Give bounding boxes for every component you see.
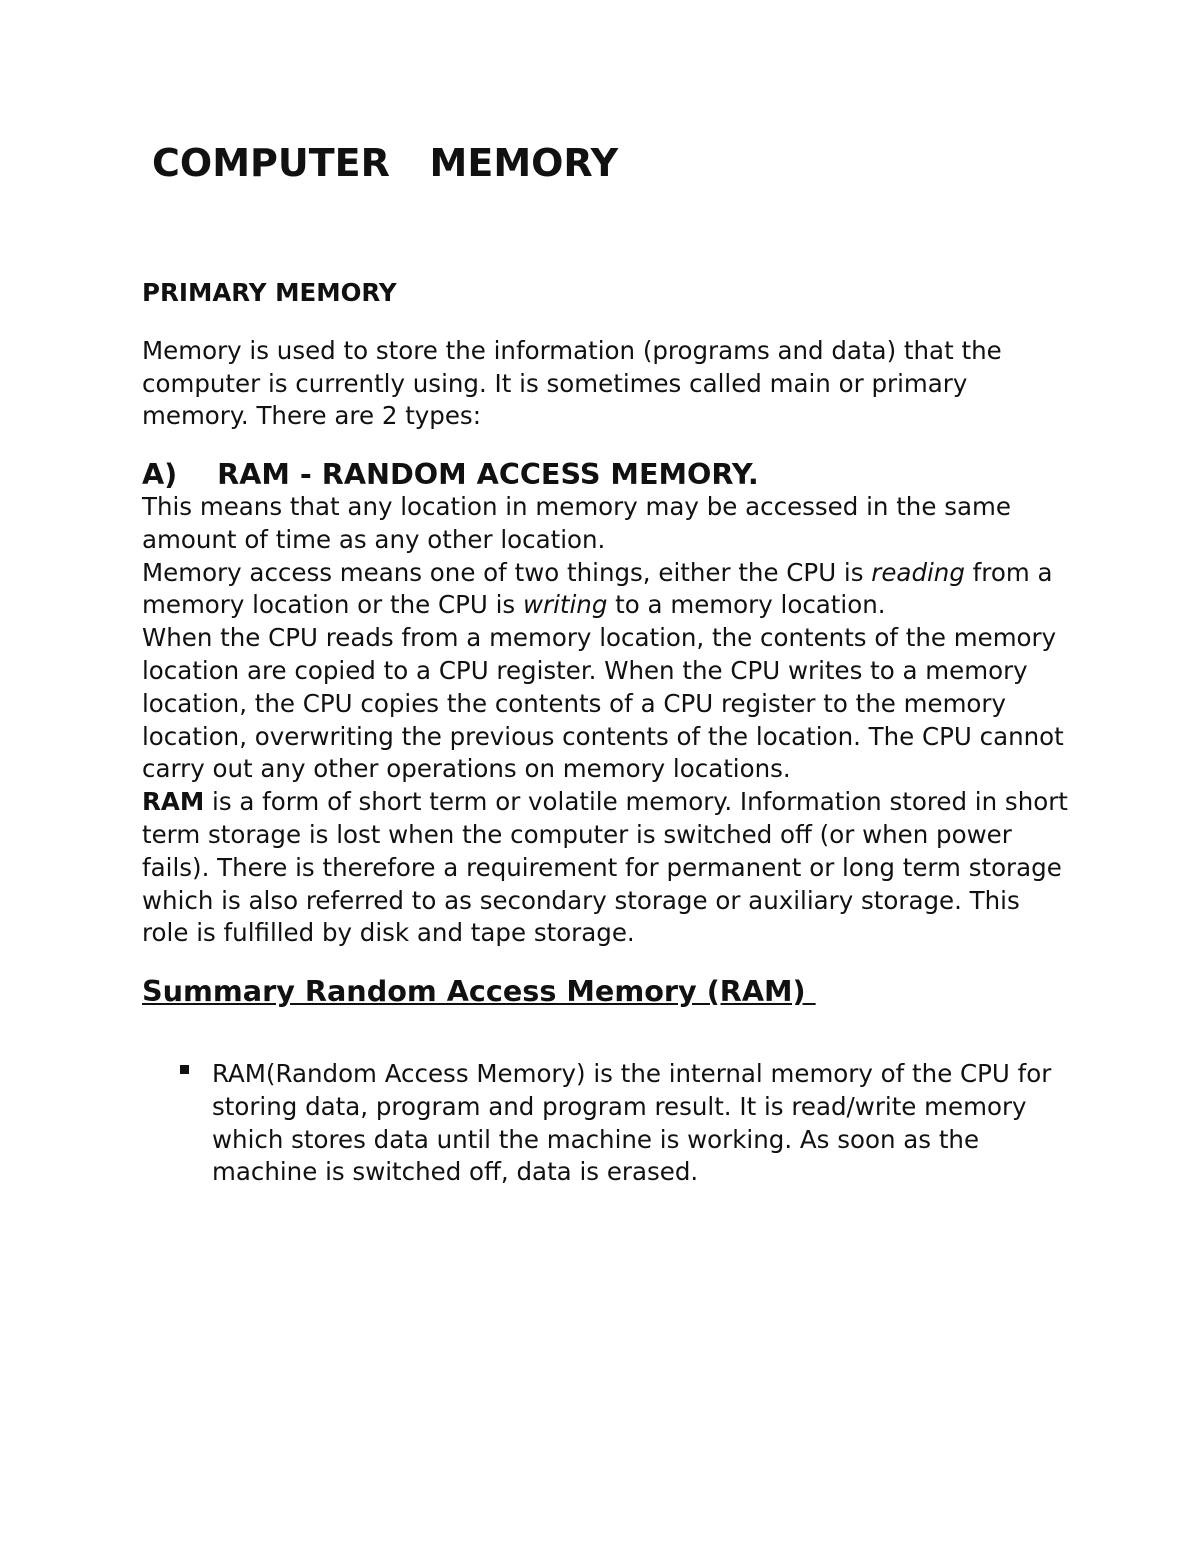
ram-bold-term: RAM: [142, 787, 205, 817]
ram-p2-text-c: to a memory location.: [607, 590, 886, 620]
summary-bullet-text: RAM(Random Access Memory) is the internal memory of the CPU for storing data, program and program result. It is read/write memory which stores data until the machine is working. As soon as the machine is switched off, data is erased.: [212, 1058, 1052, 1187]
ram-p2-text-a: Memory access means one of two things, either the CPU is: [142, 557, 872, 587]
intro-paragraph: Memory is used to store the information (programs and data) that the computer is currently using. It is sometimes called main or primary memory. There are 2 types:: [142, 335, 1002, 431]
ram-p4-text: is a form of short term or volatile memory. Information stored in short term storage is lost when the computer is switched off (or when power fails). There is therefore a requirement for permanent or long term storage which is also referred to as secondary storage or auxiliary storage. This role is fulfilled by disk and tape storage.: [142, 787, 1068, 948]
list-item: [212, 1058, 1072, 1189]
ram-paragraph-1: This means that any location in memory may be accessed in the same amount of time as any other location.: [142, 491, 1011, 554]
ram-p2-text-b: from a memory location or the CPU is: [142, 557, 1053, 620]
summary-heading: Summary Random Access Memory (RAM): [142, 974, 816, 1009]
ram-paragraph-4: [142, 786, 1072, 950]
ram-heading: A) RAM - RANDOM ACCESS MEMORY.: [142, 457, 759, 492]
square-bullet-icon: [180, 1065, 189, 1074]
ram-p2-reading: reading: [871, 557, 965, 587]
section-heading-primary-memory: PRIMARY MEMORY: [142, 278, 397, 307]
summary-bullet-list: [142, 1058, 1072, 1189]
ram-paragraph-3: When the CPU reads from a memory location, the contents of the memory location are copied to a CPU register. When the CPU writes to a memory location, the CPU copies the contents of a CPU register to the memory location, overwriting the previous contents of the location. The CPU cannot carry out any other operations on memory locations.: [142, 623, 1064, 784]
document-body: [142, 277, 1072, 1189]
document-title: COMPUTER MEMORY: [152, 141, 619, 185]
ram-paragraph-2: [142, 557, 1072, 623]
ram-p2-writing: writing: [522, 590, 608, 620]
